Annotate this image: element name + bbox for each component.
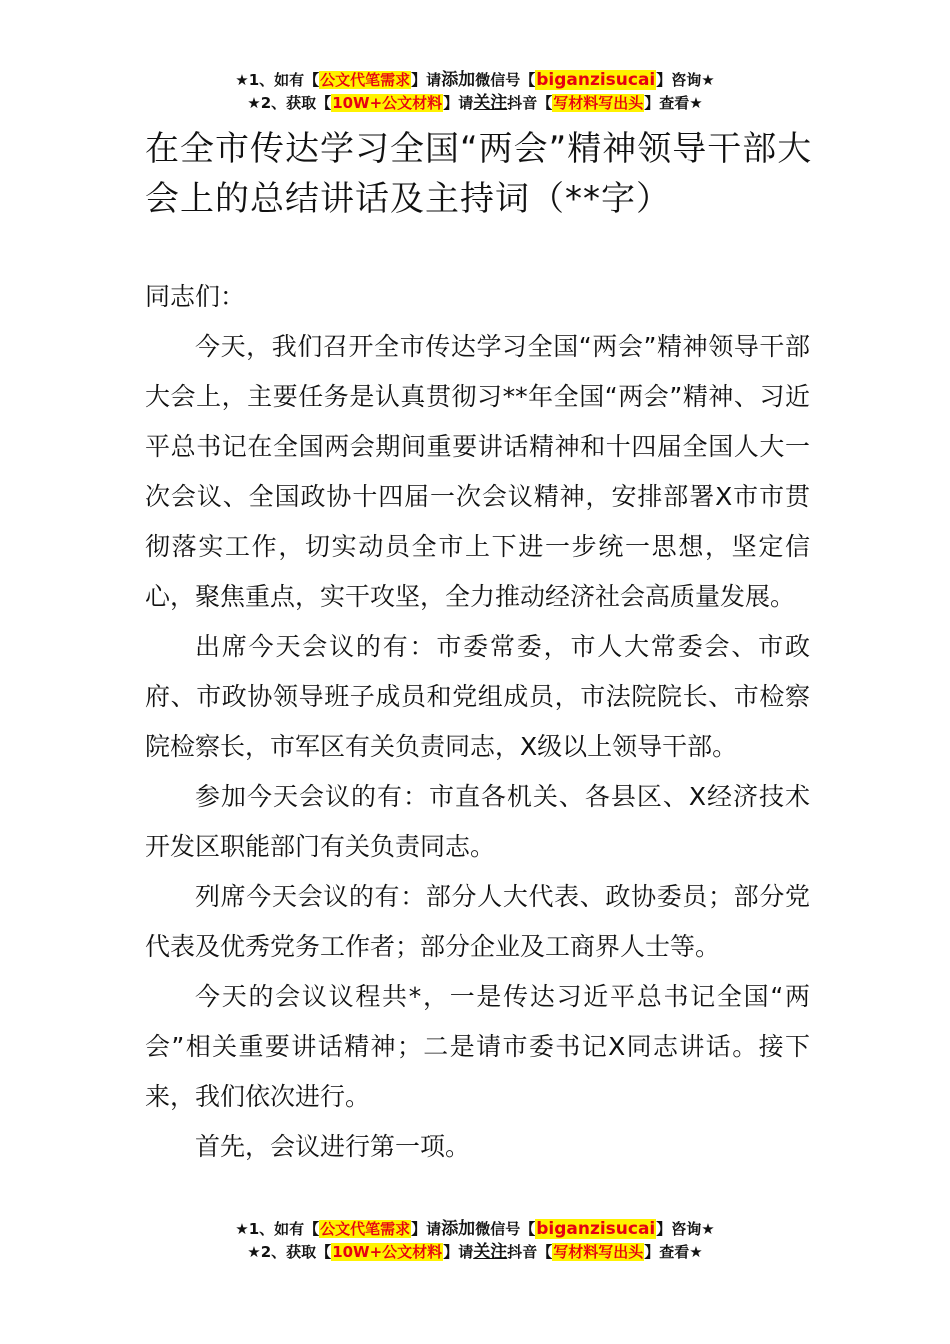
promo-emphasis: 添加: [441, 1219, 476, 1239]
promo-wechat-id: biganzisucai: [536, 1219, 656, 1239]
promo-highlight: 公文代笔需求: [320, 71, 411, 89]
paragraph-agenda: 今天的会议议程共*，一是传达习近平总书记全国“两会”相关重要讲话精神；二是请市委书记X同志讲话。接下来，我们依次进行。: [145, 982, 810, 1111]
promo-text: ★2、获取【: [247, 1243, 332, 1261]
promo-douyin-id: 写材料写出头: [553, 1243, 644, 1261]
promo-text: 】请: [411, 71, 442, 89]
promo-text: 】咨询★: [656, 71, 715, 89]
document-title: 在全市传达学习全国“两会”精神领导干部大会上的总结讲话及主持词（**字）: [145, 129, 813, 219]
promo-text: 微信号【: [475, 71, 536, 89]
promo-wechat-id: biganzisucai: [536, 70, 656, 90]
paragraph-observers: 列席今天会议的有：部分人大代表、政协委员；部分党代表及优秀党务工作者；部分企业及工商界人士等。: [145, 882, 810, 961]
promo-text: 】查看★: [644, 1243, 703, 1261]
promo-banner-top: [0, 69, 950, 115]
promo-highlight: 10W+公文材料: [332, 1243, 443, 1261]
promo-text: 】查看★: [644, 94, 703, 112]
promo-emphasis: 关注: [473, 93, 508, 113]
promo-text: 抖音【: [507, 1243, 553, 1261]
promo-line-2: [0, 1241, 950, 1264]
promo-highlight: 公文代笔需求: [320, 1220, 411, 1238]
promo-text: 】请: [443, 1243, 474, 1261]
paragraph-first-item: 首先，会议进行第一项。: [195, 1132, 471, 1161]
promo-douyin-id: 写材料写出头: [553, 94, 644, 112]
promo-banner-bottom: [0, 1218, 950, 1264]
paragraph-participants: 参加今天会议的有：市直各机关、各县区、X经济技术开发区职能部门有关负责同志。: [145, 782, 810, 861]
promo-text: ★2、获取【: [247, 94, 332, 112]
promo-text: ★1、如有【: [235, 71, 320, 89]
promo-emphasis: 添加: [441, 70, 476, 90]
promo-text: ★1、如有【: [235, 1220, 320, 1238]
promo-text: 抖音【: [507, 94, 553, 112]
promo-line-2: [0, 92, 950, 115]
promo-text: 】请: [443, 94, 474, 112]
promo-emphasis: 关注: [473, 1242, 508, 1262]
promo-highlight: 10W+公文材料: [332, 94, 443, 112]
salutation: 同志们：: [145, 282, 246, 311]
document-body: [145, 272, 810, 1172]
promo-text: 】请: [411, 1220, 442, 1238]
promo-line-1: [0, 1218, 950, 1241]
paragraph-opening: 今天，我们召开全市传达学习全国“两会”精神领导干部大会上，主要任务是认真贯彻习**年全国“两会”精神、习近平总书记在全国两会期间重要讲话精神和十四届全国人大一次会议、全国政协十四届一次会议精神，安排部署X市市贯彻落实工作，切实动员全市上下进一步统一思想，坚定信心，聚焦重点，实干攻坚，全力推动经济社会高质量发展。: [145, 332, 810, 611]
promo-text: 微信号【: [475, 1220, 536, 1238]
paragraph-attendees: 出席今天会议的有：市委常委，市人大常委会、市政府、市政协领导班子成员和党组成员，市法院院长、市检察院检察长，市军区有关负责同志，X级以上领导干部。: [145, 632, 810, 761]
promo-line-1: [0, 69, 950, 92]
promo-text: 】咨询★: [656, 1220, 715, 1238]
